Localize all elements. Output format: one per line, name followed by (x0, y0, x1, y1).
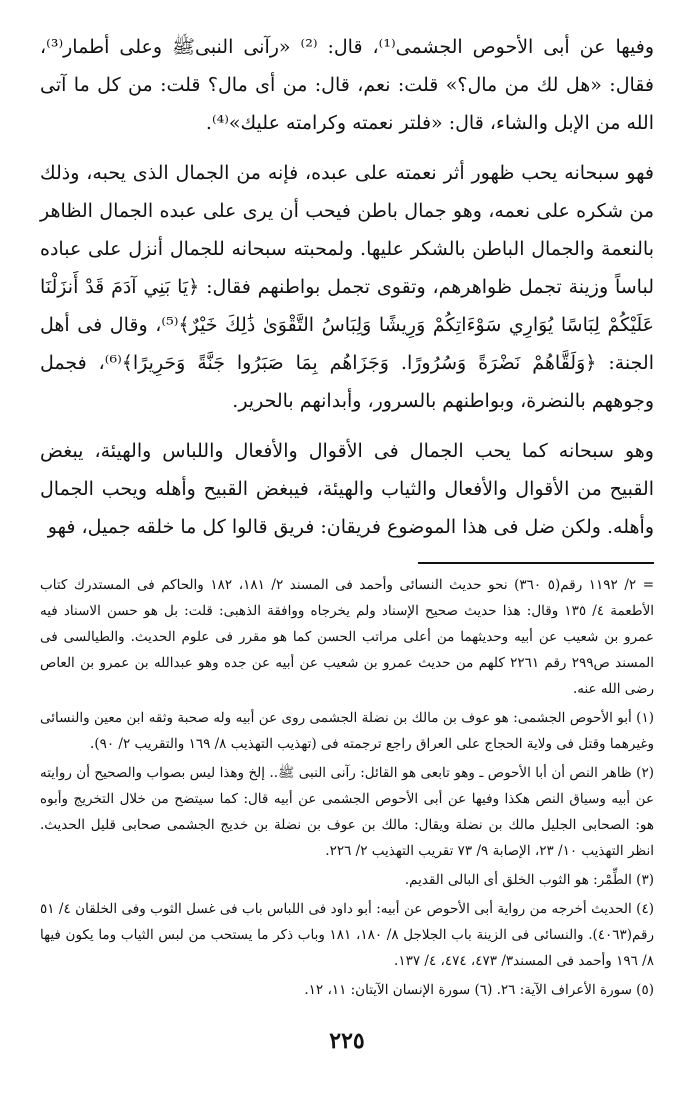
footnote-continuation: = ٢/ ١١٩٢ رقم(٥ ٣٦٠) نحو حديث النسائى وأحمد فى المسند ٢/ ١٨١، ١٨٢ والحاكم فى المستدرك كتاب الأطعمة ٤/ ١٣٥ وقال: هذا حديث صحيح الإسناد ولم يخرجاه ووافقة الذهبى: قلت: بل هو حسن الاسناد فيه عمرو بن شعيب عن أبيه وحديثهما من أعلى مراتب الحسن كما هو مقرر فى علوم الحديث. والطيالسى فى المسند ص٢٩٩ رقم ٢٢٦١ كلهم من حديث عمرو بن شعيب عن أبيه عن جده وهو عبدالله بن عمرو بن العاص رضى الله عنه. (40, 577, 655, 697)
footnote-1: (١) أبو الأحوص الجشمى: هو عوف بن مالك بن نضلة الجشمى روى عن أبيه وله صحبة وثقه ابن معين والنسائى وغيرهما وقتل فى ولاية الحجاج على العراق راجع ترجمته فى (تهذيب التهذيب ٨/ ١٦٩ والتقريب ٢/ ٩٠). (40, 710, 654, 752)
footnotes (40, 572, 654, 1003)
body-paragraph-1: وفيها عن أبى الأحوص الجشمى⁽¹⁾، قال: ⁽²⁾ «رآنى النبىﷺ وعلى أطمار⁽³⁾، فقال: «هل لك من مال؟» قلت: نعم، قال: من أى مال؟ قلت: من كل ما آتى الله من الإبل والشاء، قال: «فلتر نعمته وكرامته عليك»⁽⁴⁾. (40, 36, 654, 134)
body-paragraph-3: وهو سبحانه كما يحب الجمال فى الأقوال والأفعال واللباس والهيئة، يبغض القبيح من الأقوال والأفعال والثياب والهيئة، فيبغض القبيح وأهله ويحب الجمال وأهله. ولكن ضل فى هذا الموضوع فريقان: فريق قالوا كل ما خلقه جميل، فهو (40, 440, 654, 538)
page-number: ٢٢٥ (329, 1028, 365, 1054)
footnote-4: (٤) الحديث أخرجه من رواية أبى الأحوص عن أبيه: أبو داود فى اللباس باب فى غسل الثوب وفى الخلقان ٤/ ٥١ رقم(٤٠٦٣). والنسائى فى الزينة باب الجلاجل ٨/ ١٨٠، ١٨١ وباب ذكر ما يستحب من لبس الثياب وما يكون فيها ٨/ ١٩٦ وأحمد فى المسند٣/ ٤٧٣، ٤٧٤، ٤/ ١٣٧. (40, 901, 655, 969)
body-paragraph-2: فهو سبحانه يحب ظهور أثر نعمته على عبده، فإنه من الجمال الذى يحبه، وذلك من شكره على نعمه، وهو جمال باطن فيحب أن يرى على عبده الجمال الظاهر بالنعمة والجمال الباطن بالشكر عليها. ولمحبته سبحانه للجمال أنزل على عباده لباساً وزينة تجمل ظواهرهم، وتقوى تجمل بواطنهم فقال: ﴿يَا بَنِي آدَمَ قَدْ أَنزَلْنَا عَلَيْكُمْ لِبَاسًا يُوَارِي سَوْءَاتِكُمْ وَرِيشًا وَلِبَاسُ التَّقْوَىٰ ذَٰلِكَ خَيْرٌ﴾⁽⁵⁾، وقال فى أهل الجنة: ﴿وَلَقَّاهُمْ نَضْرَةً وَسُرُورًا. وَجَزَاهُم بِمَا صَبَرُوا جَنَّةً وَحَرِيرًا﴾⁽⁶⁾، فجمل وجوههم بالنضرة، وبواطنهم بالسرور، وأبدانهم بالحرير. (40, 162, 655, 412)
footnote-separator (418, 562, 654, 564)
footnote-3: (٣) الطِّمْر: هو الثوب الخلق أى البالى القديم. (404, 872, 654, 888)
main-text (40, 28, 654, 546)
footnote-2: (٢) ظاهر النص أن أبا الأحوص ـ وهو تابعى هو القائل: رآنى النبى ﷺ.. إلخ وهذا ليس بصواب والصحيح أن روايته عن أبيه وسياق النص هكذا وفيها عن أبى الأحوص الجشمى عن أبيه قال: كما سيتضح من خلال التخريج وأبوه هو: الصحابى الجليل مالك بن نضلة ويقال: مالك بن عوف بن نضلة بن خديج الجشمى صحابى قليل الحديث. انظر التهذيب ١٠/ ٢٣، الإصابة ٩/ ٧٣ تقريب التهذيب ٢/ ٢٢٦. (40, 765, 654, 859)
footnote-5-6: (٥) سورة الأعراف الآية: ٢٦. (٦) سورة الإنسان الآيتان: ١١، ١٢. (304, 982, 654, 998)
